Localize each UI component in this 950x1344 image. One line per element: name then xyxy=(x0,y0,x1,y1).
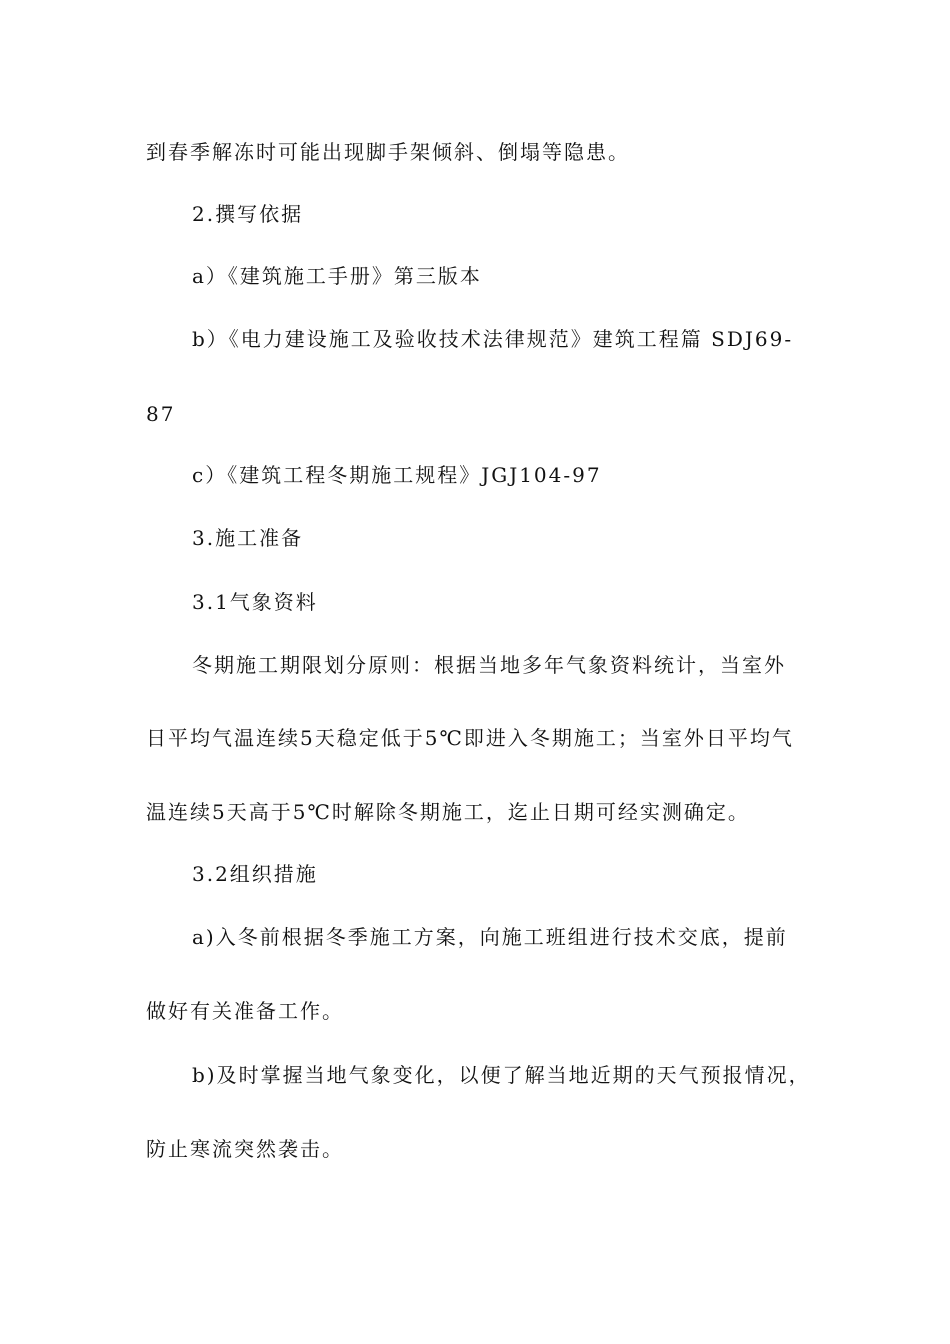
subsection-heading: 3.1气象资料 xyxy=(192,590,318,614)
reference-item: a）《建筑施工手册》第三版本 xyxy=(192,264,482,288)
paragraph-line: 温连续5天高于5℃时解除冬期施工，迄止日期可经实测确定。 xyxy=(146,800,750,824)
paragraph-line: 做好有关准备工作。 xyxy=(146,999,344,1023)
paragraph-line: 冬期施工期限划分原则：根据当地多年气象资料统计，当室外 xyxy=(192,653,786,677)
reference-item: b）《电力建设施工及验收技术法律规范》建筑工程篇 SDJ69- xyxy=(192,327,794,351)
reference-item: c）《建筑工程冬期施工规程》JGJ104-97 xyxy=(192,463,602,487)
section-heading: 3.施工准备 xyxy=(192,526,304,550)
text-line: 87 xyxy=(146,402,176,426)
text-line: 到春季解冻时可能出现脚手架倾斜、倒塌等隐患。 xyxy=(146,140,630,164)
paragraph-line: a)入冬前根据冬季施工方案，向施工班组进行技术交底，提前 xyxy=(192,925,788,949)
paragraph-line: b)及时掌握当地气象变化，以便了解当地近期的天气预报情况， xyxy=(192,1063,811,1087)
subsection-heading: 3.2组织措施 xyxy=(192,862,318,886)
paragraph-line: 防止寒流突然袭击。 xyxy=(146,1137,344,1161)
section-heading: 2.撰写依据 xyxy=(192,202,304,226)
paragraph-line: 日平均气温连续5天稳定低于5℃即进入冬期施工；当室外日平均气 xyxy=(146,726,794,750)
